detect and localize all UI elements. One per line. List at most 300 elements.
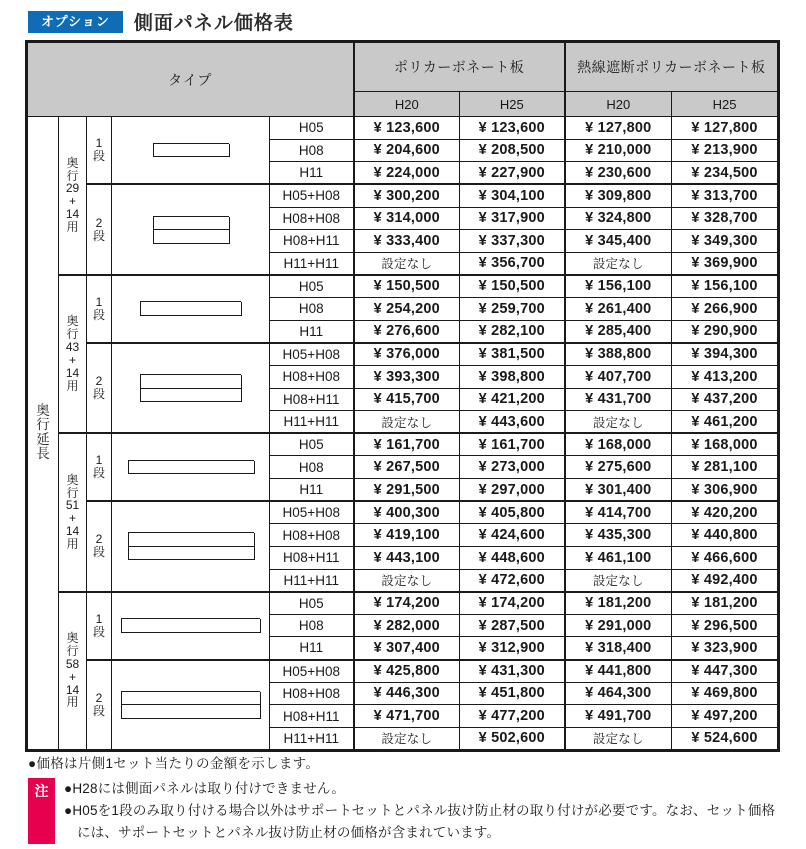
panel-square (204, 230, 218, 244)
panel-square (191, 389, 205, 403)
panel-square (141, 461, 155, 475)
panel-square (229, 547, 243, 561)
price-cell: ¥ 174,200 (354, 592, 460, 615)
price-cell: ¥ 181,200 (565, 592, 672, 615)
price-cell: ¥ 451,800 (460, 682, 565, 705)
panel-square (216, 302, 230, 316)
price-cell: ¥ 323,900 (672, 637, 779, 660)
panel-square (179, 217, 193, 231)
panel-square (210, 692, 224, 706)
panel-square (216, 389, 230, 403)
panel-square (154, 144, 168, 158)
depth-group-label-line: + (68, 194, 76, 209)
panel-square (160, 692, 174, 706)
depth-extension-label-line: 行 (36, 417, 50, 433)
panel-square (129, 461, 143, 475)
depth-group-label (59, 275, 87, 433)
price-cell: ¥ 208,500 (460, 139, 565, 162)
panel-diagram (112, 433, 270, 501)
price-cell: ¥ 349,300 (672, 230, 779, 253)
tier-label-line: 段 (92, 466, 105, 481)
depth-group-label (59, 433, 87, 591)
price-cell: ¥ 491,700 (565, 705, 672, 728)
panel-square (166, 375, 180, 389)
panel-square (172, 692, 186, 706)
price-cell: ¥ 381,500 (460, 343, 565, 366)
price-cell: ¥ 376,000 (354, 343, 460, 366)
price-cell: ¥ 168,000 (672, 433, 779, 456)
price-cell: ¥ 388,800 (565, 343, 672, 366)
price-cell-not-available: 設定なし (565, 727, 672, 750)
price-cell: ¥ 123,600 (460, 117, 565, 140)
panel-square (179, 547, 193, 561)
price-cell: ¥ 414,700 (565, 501, 672, 524)
panel-square (154, 389, 168, 403)
price-cell-not-available: 設定なし (565, 569, 672, 592)
panel-type-label: H11 (270, 637, 354, 660)
panel-type-label: H08+H08 (270, 524, 354, 547)
price-cell: ¥ 204,600 (354, 139, 460, 162)
panel-square (122, 705, 136, 719)
price-cell-not-available: 設定なし (565, 411, 672, 434)
panel-type-label: H05 (270, 592, 354, 615)
panel-square (141, 547, 155, 561)
price-cell: ¥ 441,800 (565, 660, 672, 683)
price-cell: ¥ 324,800 (565, 207, 672, 230)
price-cell: ¥ 424,600 (460, 524, 565, 547)
panel-square (197, 692, 211, 706)
tier-label (87, 275, 112, 343)
price-cell: ¥ 304,100 (460, 184, 565, 207)
panel-square (129, 533, 143, 547)
panel-square (147, 705, 161, 719)
tier-label-line: 1 (95, 453, 103, 468)
price-cell: ¥ 309,800 (565, 184, 672, 207)
panel-square (147, 692, 161, 706)
price-cell: ¥ 282,100 (460, 320, 565, 343)
price-cell: ¥ 345,400 (565, 230, 672, 253)
panel-square (179, 389, 193, 403)
panel-type-label: H08+H11 (270, 230, 354, 253)
panel-square (191, 144, 205, 158)
panel-square (204, 217, 218, 231)
panel-square (241, 533, 255, 547)
price-note: ●価格は片側1セット当たりの金額を示します。 (28, 756, 320, 771)
type-column-header: タイプ (27, 42, 354, 117)
panel-square (222, 619, 236, 633)
price-cell: ¥ 150,500 (354, 275, 460, 298)
panel-square (122, 619, 136, 633)
panel-type-label: H08+H11 (270, 388, 354, 411)
price-cell: ¥ 318,400 (565, 637, 672, 660)
price-cell: ¥ 297,000 (460, 479, 565, 502)
price-cell: ¥ 291,000 (565, 614, 672, 637)
panel-grid (121, 618, 260, 633)
panel-square (154, 302, 168, 316)
caution-badge: 注 (28, 778, 55, 844)
panel-square (154, 533, 168, 547)
panel-square (191, 217, 205, 231)
panel-square (191, 302, 205, 316)
price-cell: ¥ 437,200 (672, 388, 779, 411)
panel-square (166, 217, 180, 231)
price-cell: ¥ 461,100 (565, 546, 672, 569)
panel-type-label: H05 (270, 433, 354, 456)
tier-label (87, 117, 112, 185)
panel-square (216, 461, 230, 475)
panel-square (185, 692, 199, 706)
price-cell: ¥ 443,100 (354, 546, 460, 569)
panel-square (154, 230, 168, 244)
price-cell-not-available: 設定なし (354, 727, 460, 750)
depth-group-label-line: 用 (66, 220, 79, 235)
panel-square (160, 705, 174, 719)
depth-group-label-line: 43 (65, 340, 80, 355)
panel-square (160, 619, 174, 633)
panel-square (191, 533, 205, 547)
depth-extension-label-line: 延 (36, 431, 50, 447)
material-header-heat-blocking: 熱線遮断ポリカーボネート板 (565, 42, 779, 92)
price-cell: ¥ 306,900 (672, 479, 779, 502)
panel-grid (140, 301, 241, 316)
tier-label-line: 段 (92, 307, 105, 322)
price-cell: ¥ 314,000 (354, 207, 460, 230)
panel-diagram (112, 275, 270, 343)
depth-extension-label-line: 奥 (36, 402, 50, 418)
price-cell: ¥ 369,900 (672, 252, 779, 275)
panel-square (216, 547, 230, 561)
price-cell: ¥ 431,300 (460, 660, 565, 683)
price-cell: ¥ 285,400 (565, 320, 672, 343)
price-cell-not-available: 設定なし (565, 252, 672, 275)
price-cell: ¥ 524,600 (672, 727, 779, 750)
panel-square (204, 461, 218, 475)
price-cell: ¥ 127,800 (565, 117, 672, 140)
panel-square (197, 619, 211, 633)
caution-item: ●H05を1段のみ取り付ける場合以外はサポートセットとパネル抜け防止材の取り付けが必要です。なお、セット価格には、サポートセットとパネル抜け防止材の価格が含まれています。 (64, 803, 776, 840)
panel-type-label: H05+H08 (270, 660, 354, 683)
price-cell-not-available: 設定なし (354, 569, 460, 592)
panel-square (179, 302, 193, 316)
tier-label-line: 段 (92, 624, 105, 639)
price-cell: ¥ 435,300 (565, 524, 672, 547)
panel-grid (128, 532, 254, 560)
panel-diagram (112, 117, 270, 185)
depth-group-label-line: 51 (65, 498, 80, 513)
panel-square (216, 533, 230, 547)
tier-label (87, 433, 112, 501)
price-cell: ¥ 448,600 (460, 546, 565, 569)
side-panel-price-table (25, 40, 780, 752)
price-cell: ¥ 291,500 (354, 479, 460, 502)
panel-diagram (112, 592, 270, 660)
panel-square (229, 302, 243, 316)
price-cell: ¥ 267,500 (354, 456, 460, 479)
panel-type-label: H05 (270, 117, 354, 140)
tier-label (87, 501, 112, 592)
panel-type-label: H05+H08 (270, 343, 354, 366)
panel-square (191, 547, 205, 561)
panel-square (235, 705, 249, 719)
price-cell: ¥ 421,200 (460, 388, 565, 411)
panel-square (210, 619, 224, 633)
panel-square (229, 389, 243, 403)
panel-diagram (112, 184, 270, 275)
panel-square (185, 619, 199, 633)
price-cell: ¥ 259,700 (460, 298, 565, 321)
depth-group-label-line: 用 (66, 378, 79, 393)
panel-square (222, 692, 236, 706)
panel-type-label: H11+H11 (270, 569, 354, 592)
price-cell: ¥ 400,300 (354, 501, 460, 524)
tier-label-line: 段 (92, 228, 105, 243)
price-cell: ¥ 313,700 (672, 184, 779, 207)
price-cell: ¥ 287,500 (460, 614, 565, 637)
depth-group-label-line: 奥 (66, 472, 79, 487)
panel-type-label: H11 (270, 320, 354, 343)
price-cell: ¥ 312,900 (460, 637, 565, 660)
price-cell: ¥ 405,800 (460, 501, 565, 524)
panel-square (191, 461, 205, 475)
price-cell: ¥ 420,200 (672, 501, 779, 524)
panel-diagram (112, 343, 270, 434)
panel-type-label: H11+H11 (270, 411, 354, 434)
price-cell-not-available: 設定なし (354, 411, 460, 434)
price-cell: ¥ 477,200 (460, 705, 565, 728)
panel-square (122, 692, 136, 706)
price-cell: ¥ 174,200 (460, 592, 565, 615)
price-cell: ¥ 502,600 (460, 727, 565, 750)
panel-grid (153, 216, 229, 244)
panel-square (185, 705, 199, 719)
panel-type-label: H11+H11 (270, 252, 354, 275)
panel-square (166, 302, 180, 316)
tier-label (87, 343, 112, 434)
price-cell: ¥ 356,700 (460, 252, 565, 275)
price-cell: ¥ 273,000 (460, 456, 565, 479)
price-cell: ¥ 419,100 (354, 524, 460, 547)
panel-square (154, 547, 168, 561)
panel-square (172, 705, 186, 719)
price-cell: ¥ 317,900 (460, 207, 565, 230)
depth-group-label-line: 14 (65, 207, 80, 222)
panel-square (135, 619, 149, 633)
panel-square (154, 217, 168, 231)
depth-group-label-line: 29 (65, 181, 80, 196)
depth-group-label-line: 用 (66, 537, 79, 552)
price-cell: ¥ 276,600 (354, 320, 460, 343)
tier-label-line: 2 (95, 690, 103, 705)
panel-square (147, 619, 161, 633)
panel-square (204, 547, 218, 561)
panel-square (247, 619, 261, 633)
tier-label-line: 1 (95, 294, 103, 309)
price-cell: ¥ 497,200 (672, 705, 779, 728)
price-cell: ¥ 210,000 (565, 139, 672, 162)
panel-square (204, 375, 218, 389)
tier-label-line: 段 (92, 703, 105, 718)
panel-square (241, 547, 255, 561)
depth-group-label-line: + (68, 511, 76, 526)
panel-square (191, 375, 205, 389)
price-cell: ¥ 394,300 (672, 343, 779, 366)
price-cell: ¥ 398,800 (460, 365, 565, 388)
tier-label-line: 段 (92, 387, 105, 401)
panel-square (172, 619, 186, 633)
panel-square (135, 692, 149, 706)
tier-label-line: 2 (95, 532, 103, 547)
tier-label-line: 2 (95, 215, 103, 230)
caution-block (28, 778, 776, 844)
panel-square (166, 230, 180, 244)
page-title: 側面パネル価格表 (133, 13, 294, 34)
price-cell: ¥ 275,600 (565, 456, 672, 479)
panel-square (204, 533, 218, 547)
price-cell: ¥ 407,700 (565, 365, 672, 388)
panel-grid (140, 374, 241, 402)
price-cell: ¥ 181,200 (672, 592, 779, 615)
price-cell: ¥ 161,700 (354, 433, 460, 456)
column-header-h25: H25 (672, 92, 779, 117)
panel-square (191, 230, 205, 244)
panel-square (141, 375, 155, 389)
price-cell: ¥ 156,100 (672, 275, 779, 298)
title-row (28, 8, 294, 35)
panel-square (154, 375, 168, 389)
price-cell: ¥ 234,500 (672, 162, 779, 185)
tier-label-line: 1 (95, 611, 103, 626)
panel-type-label: H08+H08 (270, 365, 354, 388)
price-cell: ¥ 150,500 (460, 275, 565, 298)
panel-square (216, 375, 230, 389)
panel-type-label: H11 (270, 479, 354, 502)
price-cell: ¥ 282,000 (354, 614, 460, 637)
price-cell: ¥ 461,200 (672, 411, 779, 434)
price-cell: ¥ 333,400 (354, 230, 460, 253)
panel-square (179, 461, 193, 475)
panel-type-label: H11 (270, 162, 354, 185)
panel-type-label: H08 (270, 614, 354, 637)
price-cell: ¥ 227,900 (460, 162, 565, 185)
tier-label-line: 段 (92, 149, 105, 164)
panel-square (247, 692, 261, 706)
panel-square (216, 144, 230, 158)
panel-square (247, 705, 261, 719)
panel-square (229, 375, 243, 389)
price-cell: ¥ 161,700 (460, 433, 565, 456)
depth-group-label-line: 行 (66, 168, 79, 183)
panel-square (166, 533, 180, 547)
depth-group-label-line: 58 (65, 656, 80, 671)
tier-label-line: 1 (95, 136, 103, 151)
depth-group-label-line: 14 (65, 524, 80, 539)
depth-group-label-line: 奥 (66, 314, 79, 329)
depth-group-label-line: 行 (66, 643, 79, 658)
price-cell: ¥ 393,300 (354, 365, 460, 388)
panel-square (235, 619, 249, 633)
tier-label (87, 184, 112, 275)
price-cell: ¥ 469,800 (672, 682, 779, 705)
panel-square (204, 389, 218, 403)
price-cell: ¥ 466,600 (672, 546, 779, 569)
column-header-h20: H20 (354, 92, 460, 117)
price-cell: ¥ 431,700 (565, 388, 672, 411)
price-cell: ¥ 261,400 (565, 298, 672, 321)
panel-grid (121, 691, 260, 719)
price-cell: ¥ 443,600 (460, 411, 565, 434)
column-header-h20: H20 (565, 92, 672, 117)
price-cell: ¥ 471,700 (354, 705, 460, 728)
price-cell: ¥ 300,200 (354, 184, 460, 207)
panel-diagram (112, 660, 270, 751)
panel-grid (153, 143, 229, 158)
price-cell: ¥ 266,900 (672, 298, 779, 321)
depth-group-label (59, 592, 87, 750)
price-cell-not-available: 設定なし (354, 252, 460, 275)
panel-square (179, 533, 193, 547)
price-cell: ¥ 290,900 (672, 320, 779, 343)
panel-square (141, 533, 155, 547)
price-cell: ¥ 447,300 (672, 660, 779, 683)
caution-item: ●H28には側面パネルは取り付けできません。 (64, 781, 346, 796)
panel-square (135, 705, 149, 719)
depth-group-label-line: 奥 (66, 630, 79, 645)
price-cell: ¥ 472,600 (460, 569, 565, 592)
tier-label-line: 2 (95, 374, 103, 389)
depth-group-label-line: 14 (65, 366, 80, 381)
depth-group-label-line: 行 (66, 485, 79, 500)
panel-type-label: H11+H11 (270, 727, 354, 750)
panel-type-label: H08+H08 (270, 207, 354, 230)
panel-square (197, 705, 211, 719)
panel-square (179, 230, 193, 244)
price-cell: ¥ 446,300 (354, 682, 460, 705)
depth-group-label-line: 14 (65, 682, 80, 697)
panel-square (141, 389, 155, 403)
panel-square (166, 144, 180, 158)
panel-square (222, 705, 236, 719)
price-cell: ¥ 168,000 (565, 433, 672, 456)
panel-type-label: H08 (270, 139, 354, 162)
tier-label-line: 段 (92, 545, 105, 560)
panel-square (179, 144, 193, 158)
tier-label (87, 660, 112, 751)
price-cell: ¥ 224,000 (354, 162, 460, 185)
price-cell: ¥ 281,100 (672, 456, 779, 479)
depth-group-label-line: 用 (66, 695, 79, 710)
panel-square (204, 302, 218, 316)
price-cell: ¥ 213,900 (672, 139, 779, 162)
tier-label (87, 592, 112, 660)
price-cell: ¥ 492,400 (672, 569, 779, 592)
panel-type-label: H08+H08 (270, 682, 354, 705)
price-cell: ¥ 425,800 (354, 660, 460, 683)
material-header-polycarbonate: ポリカーボネート板 (354, 42, 565, 92)
panel-square (141, 302, 155, 316)
price-cell: ¥ 296,500 (672, 614, 779, 637)
panel-diagram (112, 501, 270, 592)
panel-square (129, 547, 143, 561)
panel-type-label: H08+H11 (270, 705, 354, 728)
panel-type-label: H05 (270, 275, 354, 298)
option-badge: オプション (28, 11, 123, 33)
panel-type-label: H08 (270, 456, 354, 479)
panel-type-label: H05+H08 (270, 501, 354, 524)
price-cell: ¥ 328,700 (672, 207, 779, 230)
column-header-h25: H25 (460, 92, 565, 117)
panel-square (166, 461, 180, 475)
panel-square (216, 217, 230, 231)
